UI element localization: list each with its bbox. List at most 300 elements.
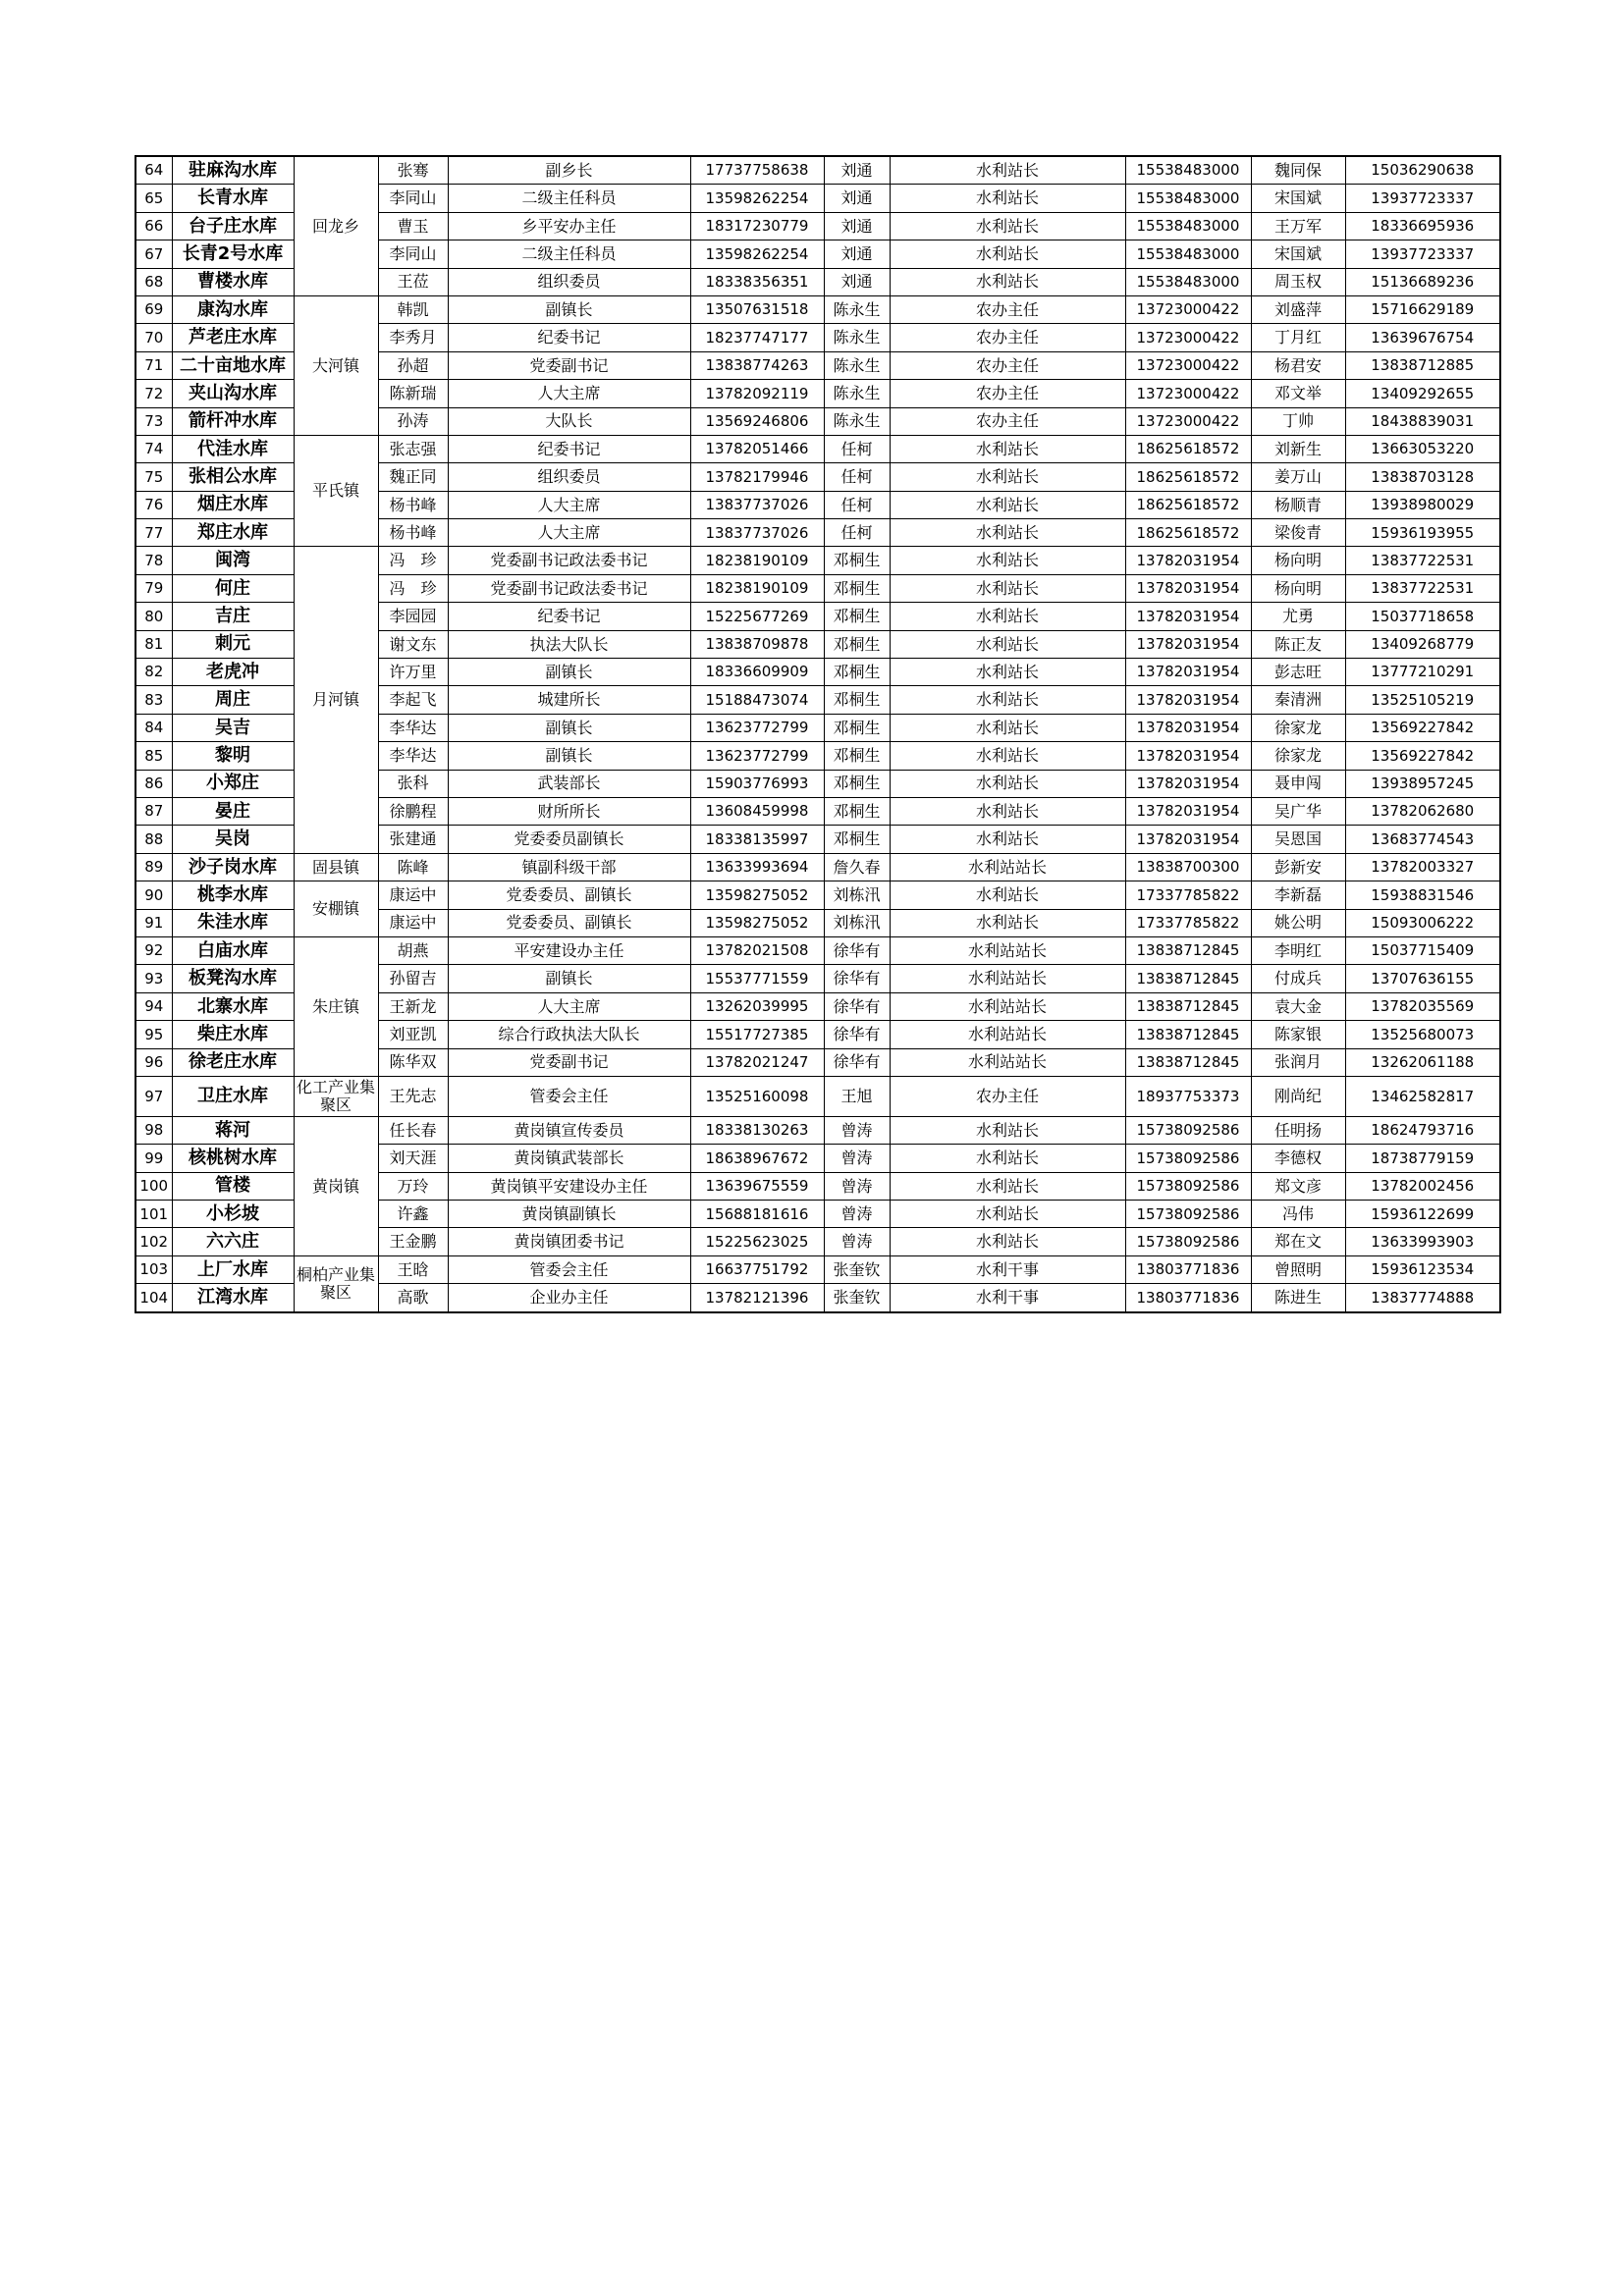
- town-leader-position: 党委副书记政法委书记: [448, 547, 690, 574]
- town-leader-name: 冯 珍: [378, 574, 448, 602]
- inspector-phone: 15136689236: [1345, 268, 1500, 295]
- town-leader-position: 副镇长: [448, 965, 690, 992]
- inspector-phone: 13462582817: [1345, 1076, 1500, 1116]
- town-leader-position: 副乡长: [448, 156, 690, 185]
- technical-staff-name: 徐华有: [824, 1021, 890, 1048]
- inspector-phone: 13663053220: [1345, 435, 1500, 462]
- reservoir-name: 朱洼水库: [172, 909, 294, 936]
- town-leader-name: 王新龙: [378, 992, 448, 1020]
- inspector-phone: 13782002456: [1345, 1172, 1500, 1200]
- technical-staff-name: 张奎钦: [824, 1284, 890, 1312]
- technical-staff-phone: 13803771836: [1125, 1255, 1251, 1283]
- town-name: 安棚镇: [294, 881, 378, 937]
- town-leader-phone: 18238190109: [690, 547, 824, 574]
- technical-staff-phone: 17337785822: [1125, 881, 1251, 909]
- table-row: [135, 156, 1500, 185]
- inspector-name: 杨向明: [1251, 547, 1345, 574]
- inspector-name: 宋国斌: [1251, 185, 1345, 212]
- inspector-name: 魏同保: [1251, 156, 1345, 185]
- inspector-phone: 18624793716: [1345, 1116, 1500, 1144]
- technical-staff-position: 水利干事: [890, 1284, 1125, 1312]
- reservoir-name: 郑庄水库: [172, 519, 294, 547]
- town-leader-name: 康运中: [378, 909, 448, 936]
- town-leader-name: 张骞: [378, 156, 448, 185]
- inspector-name: 杨顺青: [1251, 491, 1345, 518]
- reservoir-name: 长青水库: [172, 185, 294, 212]
- table-row: [135, 435, 1500, 462]
- row-number: 86: [135, 770, 172, 797]
- technical-staff-position: 水利站长: [890, 686, 1125, 714]
- town-leader-position: 党委副书记: [448, 351, 690, 379]
- inspector-phone: 15037718658: [1345, 603, 1500, 630]
- town-leader-name: 韩凯: [378, 295, 448, 323]
- town-leader-phone: 13525160098: [690, 1076, 824, 1116]
- town-leader-name: 王先志: [378, 1076, 448, 1116]
- technical-staff-name: 陈永生: [824, 295, 890, 323]
- town-leader-name: 孙涛: [378, 407, 448, 435]
- inspector-phone: 15716629189: [1345, 295, 1500, 323]
- inspector-phone: 13838712885: [1345, 351, 1500, 379]
- row-number: 74: [135, 435, 172, 462]
- technical-staff-position: 水利站长: [890, 519, 1125, 547]
- inspector-name: 陈家银: [1251, 1021, 1345, 1048]
- technical-staff-name: 陈永生: [824, 380, 890, 407]
- town-leader-position: 企业办主任: [448, 1284, 690, 1312]
- reservoir-name: 何庄: [172, 574, 294, 602]
- town-leader-phone: 13598275052: [690, 909, 824, 936]
- row-number: 96: [135, 1048, 172, 1076]
- row-number: 103: [135, 1255, 172, 1283]
- row-number: 104: [135, 1284, 172, 1312]
- technical-staff-phone: 13723000422: [1125, 324, 1251, 351]
- technical-staff-name: 徐华有: [824, 992, 890, 1020]
- technical-staff-phone: 13838712845: [1125, 1021, 1251, 1048]
- technical-staff-position: 农办主任: [890, 295, 1125, 323]
- inspector-phone: 15936123534: [1345, 1255, 1500, 1283]
- technical-staff-position: 水利站长: [890, 630, 1125, 658]
- town-leader-position: 乡平安办主任: [448, 212, 690, 240]
- technical-staff-phone: 13782031954: [1125, 714, 1251, 741]
- town-leader-phone: 13262039995: [690, 992, 824, 1020]
- technical-staff-name: 邓桐生: [824, 603, 890, 630]
- town-leader-phone: 13569246806: [690, 407, 824, 435]
- inspector-phone: 13782035569: [1345, 992, 1500, 1020]
- technical-staff-name: 徐华有: [824, 936, 890, 964]
- row-number: 76: [135, 491, 172, 518]
- town-leader-position: 纪委书记: [448, 324, 690, 351]
- row-number: 78: [135, 547, 172, 574]
- technical-staff-phone: 15538483000: [1125, 240, 1251, 268]
- inspector-phone: 15037715409: [1345, 936, 1500, 964]
- technical-staff-position: 水利站长: [890, 547, 1125, 574]
- town-name: 桐柏产业集聚区: [294, 1255, 378, 1311]
- table-row: [135, 1076, 1500, 1116]
- town-leader-name: 陈新瑞: [378, 380, 448, 407]
- town-leader-position: 黄岗镇团委书记: [448, 1228, 690, 1255]
- town-leader-phone: 13837737026: [690, 491, 824, 518]
- technical-staff-position: 水利站站长: [890, 1021, 1125, 1048]
- town-leader-name: 许万里: [378, 659, 448, 686]
- reservoir-contact-table: [135, 155, 1501, 1313]
- inspector-phone: 13633993903: [1345, 1228, 1500, 1255]
- reservoir-name: 闽湾: [172, 547, 294, 574]
- inspector-name: 杨君安: [1251, 351, 1345, 379]
- technical-staff-position: 水利站长: [890, 156, 1125, 185]
- row-number: 73: [135, 407, 172, 435]
- technical-staff-name: 邓桐生: [824, 742, 890, 770]
- technical-staff-position: 水利站长: [890, 185, 1125, 212]
- inspector-phone: 18438839031: [1345, 407, 1500, 435]
- town-leader-name: 陈峰: [378, 853, 448, 881]
- row-number: 65: [135, 185, 172, 212]
- town-leader-position: 财所所长: [448, 797, 690, 825]
- technical-staff-name: 邓桐生: [824, 770, 890, 797]
- inspector-name: 陈正友: [1251, 630, 1345, 658]
- reservoir-name: 夹山沟水库: [172, 380, 294, 407]
- inspector-phone: 13937723337: [1345, 240, 1500, 268]
- town-leader-phone: 13782021247: [690, 1048, 824, 1076]
- inspector-phone: 15036290638: [1345, 156, 1500, 185]
- technical-staff-phone: 15738092586: [1125, 1145, 1251, 1172]
- table-row: [135, 881, 1500, 909]
- technical-staff-name: 邓桐生: [824, 659, 890, 686]
- technical-staff-position: 水利站长: [890, 212, 1125, 240]
- town-leader-name: 康运中: [378, 881, 448, 909]
- technical-staff-position: 水利站长: [890, 797, 1125, 825]
- town-leader-phone: 15517727385: [690, 1021, 824, 1048]
- reservoir-name: 白庙水库: [172, 936, 294, 964]
- inspector-phone: 13409292655: [1345, 380, 1500, 407]
- town-leader-position: 黄岗镇武装部长: [448, 1145, 690, 1172]
- technical-staff-name: 曾涛: [824, 1145, 890, 1172]
- inspector-phone: 13837774888: [1345, 1284, 1500, 1312]
- town-leader-name: 刘天涯: [378, 1145, 448, 1172]
- technical-staff-phone: 13838712845: [1125, 992, 1251, 1020]
- inspector-phone: 13777210291: [1345, 659, 1500, 686]
- inspector-phone: 13683774543: [1345, 826, 1500, 853]
- inspector-name: 郑文彦: [1251, 1172, 1345, 1200]
- row-number: 67: [135, 240, 172, 268]
- technical-staff-name: 曾涛: [824, 1116, 890, 1144]
- technical-staff-name: 曾涛: [824, 1172, 890, 1200]
- inspector-name: 吴广华: [1251, 797, 1345, 825]
- reservoir-name: 小郑庄: [172, 770, 294, 797]
- technical-staff-name: 陈永生: [824, 324, 890, 351]
- row-number: 69: [135, 295, 172, 323]
- town-name: 朱庄镇: [294, 936, 378, 1076]
- inspector-phone: 13409268779: [1345, 630, 1500, 658]
- technical-staff-position: 水利站长: [890, 659, 1125, 686]
- row-number: 72: [135, 380, 172, 407]
- town-name: 大河镇: [294, 295, 378, 435]
- inspector-phone: 13525105219: [1345, 686, 1500, 714]
- town-leader-position: 黄岗镇副镇长: [448, 1201, 690, 1228]
- technical-staff-name: 刘栋汛: [824, 881, 890, 909]
- inspector-name: 李新磊: [1251, 881, 1345, 909]
- town-leader-phone: 15537771559: [690, 965, 824, 992]
- row-number: 94: [135, 992, 172, 1020]
- reservoir-name: 管楼: [172, 1172, 294, 1200]
- inspector-phone: 13782003327: [1345, 853, 1500, 881]
- inspector-name: 冯伟: [1251, 1201, 1345, 1228]
- inspector-name: 丁帅: [1251, 407, 1345, 435]
- reservoir-name: 蒋河: [172, 1116, 294, 1144]
- technical-staff-name: 邓桐生: [824, 714, 890, 741]
- technical-staff-name: 陈永生: [824, 407, 890, 435]
- row-number: 81: [135, 630, 172, 658]
- inspector-name: 丁月红: [1251, 324, 1345, 351]
- reservoir-name: 芦老庄水库: [172, 324, 294, 351]
- town-leader-phone: 15225677269: [690, 603, 824, 630]
- town-leader-phone: 13633993694: [690, 853, 824, 881]
- reservoir-name: 卫庄水库: [172, 1076, 294, 1116]
- row-number: 87: [135, 797, 172, 825]
- inspector-name: 袁大金: [1251, 992, 1345, 1020]
- technical-staff-phone: 13838712845: [1125, 936, 1251, 964]
- inspector-phone: 18336695936: [1345, 212, 1500, 240]
- town-leader-position: 副镇长: [448, 742, 690, 770]
- row-number: 88: [135, 826, 172, 853]
- technical-staff-name: 刘通: [824, 268, 890, 295]
- technical-staff-position: 水利站长: [890, 491, 1125, 518]
- technical-staff-position: 水利站长: [890, 1201, 1125, 1228]
- town-leader-name: 杨书峰: [378, 491, 448, 518]
- technical-staff-phone: 13782031954: [1125, 742, 1251, 770]
- technical-staff-phone: 15738092586: [1125, 1201, 1251, 1228]
- inspector-name: 尤勇: [1251, 603, 1345, 630]
- reservoir-name: 刺元: [172, 630, 294, 658]
- row-number: 68: [135, 268, 172, 295]
- town-leader-phone: 17737758638: [690, 156, 824, 185]
- technical-staff-position: 水利站长: [890, 714, 1125, 741]
- town-leader-phone: 18338135997: [690, 826, 824, 853]
- town-leader-name: 魏正同: [378, 463, 448, 491]
- town-leader-position: 副镇长: [448, 714, 690, 741]
- town-name: 回龙乡: [294, 156, 378, 295]
- technical-staff-phone: 15538483000: [1125, 156, 1251, 185]
- technical-staff-name: 任柯: [824, 435, 890, 462]
- technical-staff-phone: 13838712845: [1125, 965, 1251, 992]
- technical-staff-position: 农办主任: [890, 324, 1125, 351]
- town-leader-phone: 15188473074: [690, 686, 824, 714]
- row-number: 100: [135, 1172, 172, 1200]
- town-leader-phone: 13623772799: [690, 742, 824, 770]
- inspector-phone: 13262061188: [1345, 1048, 1500, 1076]
- town-leader-position: 镇副科级干部: [448, 853, 690, 881]
- town-leader-name: 孙留吉: [378, 965, 448, 992]
- table-row: [135, 936, 1500, 964]
- town-leader-position: 副镇长: [448, 295, 690, 323]
- technical-staff-phone: 13723000422: [1125, 295, 1251, 323]
- technical-staff-name: 邓桐生: [824, 630, 890, 658]
- inspector-name: 任明扬: [1251, 1116, 1345, 1144]
- town-leader-phone: 13598262254: [690, 185, 824, 212]
- reservoir-name: 驻麻沟水库: [172, 156, 294, 185]
- technical-staff-name: 陈永生: [824, 351, 890, 379]
- technical-staff-phone: 18625618572: [1125, 491, 1251, 518]
- town-leader-position: 黄岗镇宣传委员: [448, 1116, 690, 1144]
- technical-staff-name: 曾涛: [824, 1228, 890, 1255]
- town-leader-position: 人大主席: [448, 380, 690, 407]
- reservoir-name: 老虎冲: [172, 659, 294, 686]
- inspector-name: 彭志旺: [1251, 659, 1345, 686]
- town-leader-position: 城建所长: [448, 686, 690, 714]
- reservoir-name: 台子庄水库: [172, 212, 294, 240]
- reservoir-name: 江湾水库: [172, 1284, 294, 1312]
- technical-staff-phone: 13782031954: [1125, 770, 1251, 797]
- inspector-name: 李德权: [1251, 1145, 1345, 1172]
- town-leader-phone: 13782121396: [690, 1284, 824, 1312]
- town-leader-phone: 18317230779: [690, 212, 824, 240]
- technical-staff-name: 刘通: [824, 156, 890, 185]
- technical-staff-phone: 13782031954: [1125, 574, 1251, 602]
- town-leader-name: 张建通: [378, 826, 448, 853]
- technical-staff-position: 水利站长: [890, 770, 1125, 797]
- inspector-name: 张润月: [1251, 1048, 1345, 1076]
- technical-staff-position: 水利站站长: [890, 1048, 1125, 1076]
- technical-staff-position: 水利站长: [890, 881, 1125, 909]
- town-leader-name: 任长春: [378, 1116, 448, 1144]
- town-leader-phone: 18336609909: [690, 659, 824, 686]
- technical-staff-phone: 18625618572: [1125, 435, 1251, 462]
- inspector-phone: 18738779159: [1345, 1145, 1500, 1172]
- town-leader-phone: 13639675559: [690, 1172, 824, 1200]
- row-number: 93: [135, 965, 172, 992]
- town-leader-position: 人大主席: [448, 519, 690, 547]
- town-leader-position: 党委委员、副镇长: [448, 881, 690, 909]
- town-leader-position: 大队长: [448, 407, 690, 435]
- town-leader-position: 副镇长: [448, 659, 690, 686]
- reservoir-name: 曹楼水库: [172, 268, 294, 295]
- reservoir-name: 柴庄水库: [172, 1021, 294, 1048]
- inspector-name: 曾照明: [1251, 1255, 1345, 1283]
- reservoir-name: 沙子岗水库: [172, 853, 294, 881]
- technical-staff-position: 水利干事: [890, 1255, 1125, 1283]
- town-leader-position: 党委委员副镇长: [448, 826, 690, 853]
- technical-staff-name: 詹久春: [824, 853, 890, 881]
- town-name: 化工产业集聚区: [294, 1076, 378, 1116]
- inspector-name: 姚公明: [1251, 909, 1345, 936]
- row-number: 98: [135, 1116, 172, 1144]
- town-leader-phone: 18338356351: [690, 268, 824, 295]
- inspector-name: 李明红: [1251, 936, 1345, 964]
- reservoir-name: 箭杆冲水库: [172, 407, 294, 435]
- row-number: 83: [135, 686, 172, 714]
- technical-staff-phone: 13782031954: [1125, 630, 1251, 658]
- technical-staff-position: 水利站长: [890, 574, 1125, 602]
- town-leader-name: 谢文东: [378, 630, 448, 658]
- technical-staff-phone: 18625618572: [1125, 519, 1251, 547]
- technical-staff-phone: 13782031954: [1125, 826, 1251, 853]
- town-leader-position: 组织委员: [448, 268, 690, 295]
- technical-staff-position: 水利站长: [890, 1228, 1125, 1255]
- reservoir-name: 徐老庄水库: [172, 1048, 294, 1076]
- inspector-phone: 13525680073: [1345, 1021, 1500, 1048]
- technical-staff-phone: 18937753373: [1125, 1076, 1251, 1116]
- town-leader-phone: 16637751792: [690, 1255, 824, 1283]
- technical-staff-position: 农办主任: [890, 351, 1125, 379]
- technical-staff-position: 水利站长: [890, 826, 1125, 853]
- technical-staff-position: 农办主任: [890, 1076, 1125, 1116]
- technical-staff-name: 任柯: [824, 491, 890, 518]
- inspector-name: 聂申闯: [1251, 770, 1345, 797]
- reservoir-name: 代洼水库: [172, 435, 294, 462]
- row-number: 85: [135, 742, 172, 770]
- town-leader-name: 胡燕: [378, 936, 448, 964]
- inspector-phone: 13837722531: [1345, 574, 1500, 602]
- row-number: 101: [135, 1201, 172, 1228]
- inspector-name: 姜万山: [1251, 463, 1345, 491]
- technical-staff-phone: 13838712845: [1125, 1048, 1251, 1076]
- technical-staff-phone: 15738092586: [1125, 1172, 1251, 1200]
- technical-staff-name: 刘通: [824, 240, 890, 268]
- reservoir-name: 长青2号水库: [172, 240, 294, 268]
- inspector-name: 梁俊青: [1251, 519, 1345, 547]
- town-leader-name: 冯 珍: [378, 547, 448, 574]
- technical-staff-phone: 13782031954: [1125, 797, 1251, 825]
- town-leader-position: 党委副书记: [448, 1048, 690, 1076]
- inspector-name: 秦清洲: [1251, 686, 1345, 714]
- town-leader-phone: 15688181616: [690, 1201, 824, 1228]
- technical-staff-name: 刘栋汛: [824, 909, 890, 936]
- town-leader-phone: 13782051466: [690, 435, 824, 462]
- technical-staff-name: 邓桐生: [824, 574, 890, 602]
- town-leader-phone: 15903776993: [690, 770, 824, 797]
- town-leader-phone: 13782179946: [690, 463, 824, 491]
- technical-staff-position: 水利站长: [890, 909, 1125, 936]
- town-leader-position: 人大主席: [448, 992, 690, 1020]
- technical-staff-phone: 13838700300: [1125, 853, 1251, 881]
- inspector-phone: 13782062680: [1345, 797, 1500, 825]
- inspector-name: 付成兵: [1251, 965, 1345, 992]
- technical-staff-position: 水利站站长: [890, 992, 1125, 1020]
- reservoir-name: 板凳沟水库: [172, 965, 294, 992]
- inspector-phone: 13838703128: [1345, 463, 1500, 491]
- town-leader-phone: 13837737026: [690, 519, 824, 547]
- town-leader-name: 徐鹏程: [378, 797, 448, 825]
- town-leader-name: 李园园: [378, 603, 448, 630]
- town-name: 固县镇: [294, 853, 378, 881]
- town-leader-phone: 18237747177: [690, 324, 824, 351]
- town-leader-position: 平安建设办主任: [448, 936, 690, 964]
- technical-staff-position: 水利站站长: [890, 853, 1125, 881]
- inspector-name: 刚尚纪: [1251, 1076, 1345, 1116]
- inspector-name: 徐家龙: [1251, 714, 1345, 741]
- technical-staff-name: 任柯: [824, 463, 890, 491]
- technical-staff-name: 邓桐生: [824, 686, 890, 714]
- row-number: 75: [135, 463, 172, 491]
- town-leader-name: 李同山: [378, 240, 448, 268]
- inspector-phone: 13707636155: [1345, 965, 1500, 992]
- technical-staff-phone: 15538483000: [1125, 185, 1251, 212]
- town-leader-phone: 13838709878: [690, 630, 824, 658]
- technical-staff-position: 农办主任: [890, 407, 1125, 435]
- inspector-name: 郑在文: [1251, 1228, 1345, 1255]
- town-leader-name: 李起飞: [378, 686, 448, 714]
- row-number: 99: [135, 1145, 172, 1172]
- inspector-phone: 13569227842: [1345, 714, 1500, 741]
- town-leader-phone: 18238190109: [690, 574, 824, 602]
- technical-staff-position: 水利站长: [890, 268, 1125, 295]
- row-number: 82: [135, 659, 172, 686]
- technical-staff-phone: 15538483000: [1125, 212, 1251, 240]
- technical-staff-phone: 13782031954: [1125, 659, 1251, 686]
- row-number: 90: [135, 881, 172, 909]
- technical-staff-phone: 13782031954: [1125, 686, 1251, 714]
- inspector-name: 吴恩国: [1251, 826, 1345, 853]
- town-leader-phone: 13623772799: [690, 714, 824, 741]
- inspector-phone: 13938957245: [1345, 770, 1500, 797]
